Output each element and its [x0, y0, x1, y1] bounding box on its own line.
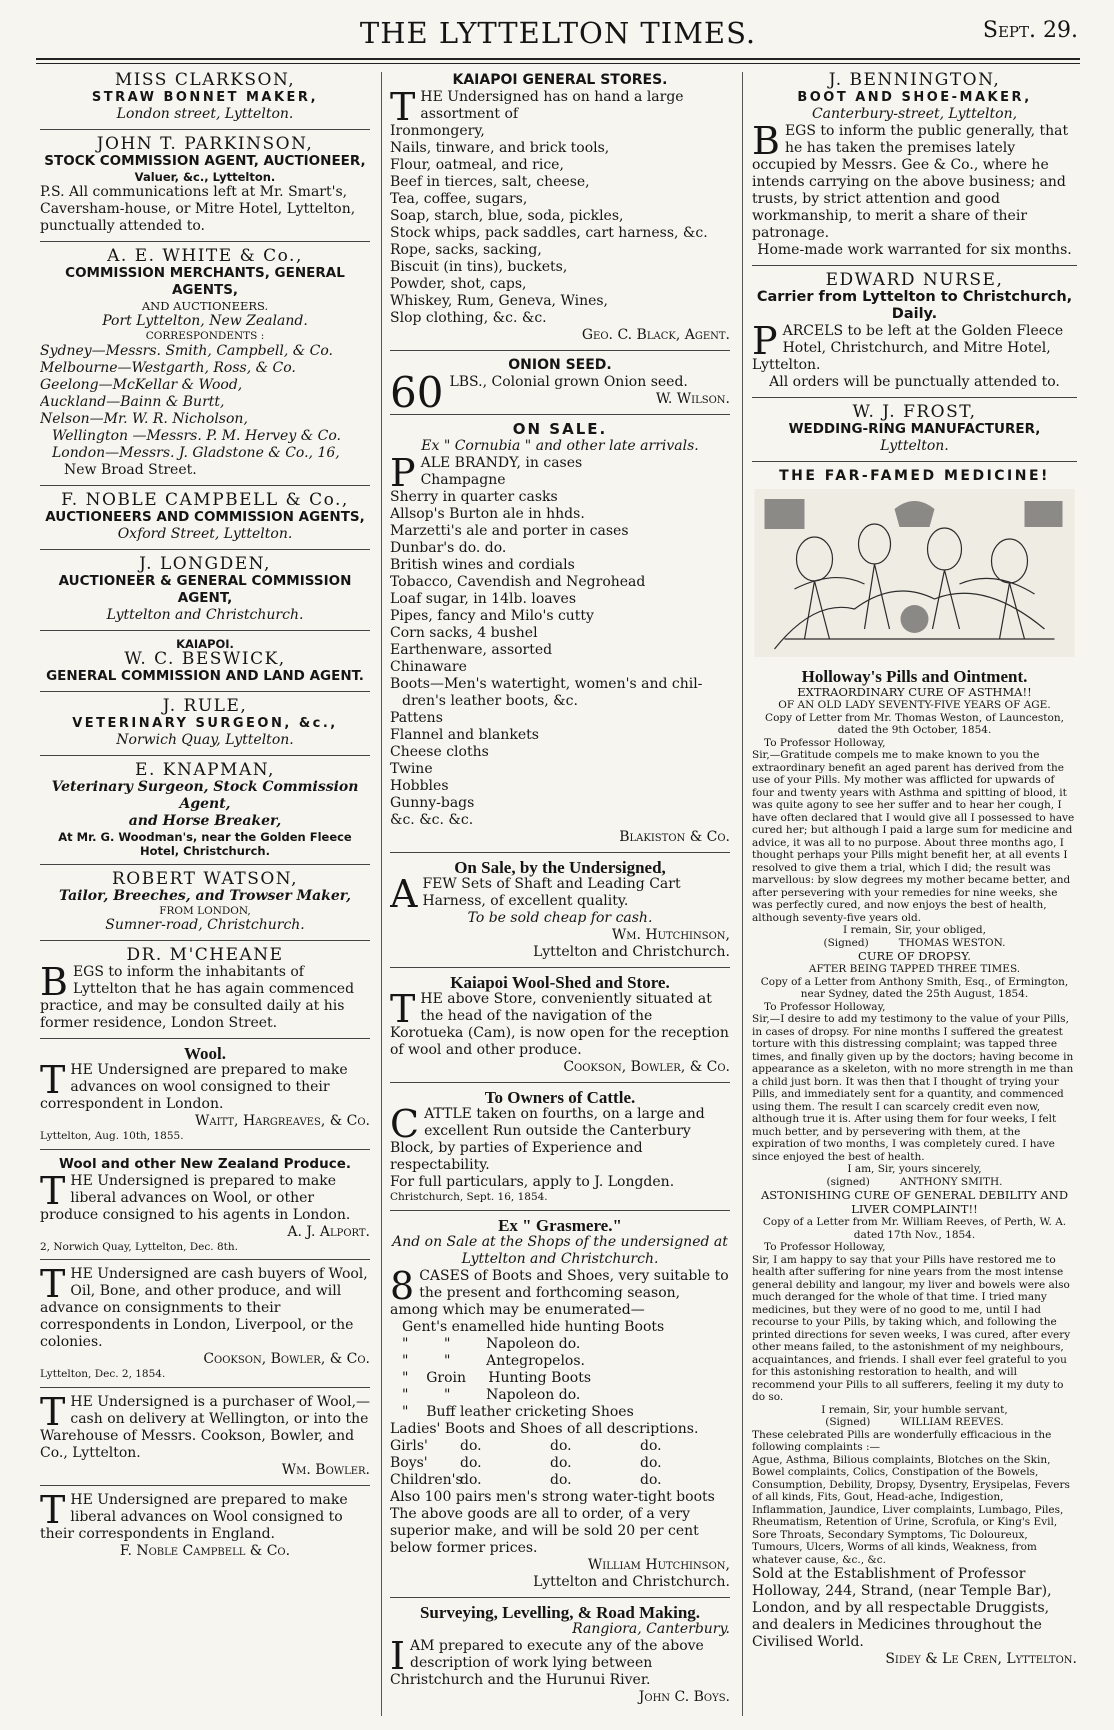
column-right [752, 72, 1077, 1716]
ad-wool: Wool. THE Undersigned are prepared to make advances on wool consigned to their correspondent in London. Waitt, Hargreaves, & Co. Lyttelton, Aug. 10th, 1855. [40, 1038, 370, 1143]
ad-wool-nz: Wool and other New Zealand Produce. THE Undersigned is prepared to make liberal advances on Wool, or other produce consigned to his agents in London. A. J. Alport. 2, Norwich Quay, Lyttelton, Dec. 8th. [40, 1149, 370, 1254]
table-row: Children's do. do. do. [390, 1471, 662, 1488]
ad-clarkson: MISS CLARKSON, STRAW BONNET MAKER, London street, Lyttelton. [91, 72, 319, 122]
engraving-illustration [752, 489, 1077, 657]
newspaper-title: THE LYTTELTON TIMES. [359, 16, 757, 50]
ad-grasmere: Ex " Grasmere." And on Sale at the Shops of the undersigned at Lyttelton and Christchurch. 8 CASES of Boots and Shoes, very suitable to the present and forthcoming season, among which may be enumerated— Gent's enamelled hide hunting Boots " " Napoleon do. " " Antegropelos. " Groin Hunting Boots " " Napoleon do. " Buff leather cricketing Shoes Ladies' Boots and Shoes of all descriptions. Girls' do. do. do. Boys' do. do. do. Children's do. do. do. Also 100 pairs men's strong water-tight boots The above goods are all to order, of a very superior make, and will be sold 20 per cent below former prices. William Hutchinson, Lyttelton and Christchurch. [390, 1210, 730, 1591]
ad-prepared: THE Undersigned are prepared to make liberal advances on Wool consigned to their correspondents in England. F. Noble Campbell & Co. [40, 1485, 370, 1560]
ad-on-sale: ON SALE. Ex " Cornubia " and other late arrivals. PALE BRANDY, in cases Champagne Sherry in quarter casks Allsop's Burton ale in hhds. Marzetti's ale and porter in cases Dunbar's do. do. British wines and cordials Tobacco, Cavendish and Negrohead Loaf sugar, in 14lb. loaves Pipes, fancy and Milo's cutty Corn sacks, 4 bushel Earthenware, assorted Chinaware Boots—Men's watertight, women's and chil- dren's leather boots, &c. Pattens Flannel and blankets Cheese cloths Twine Hobbles Gunny-bags &c. &c. &c. Blakiston & Co. [390, 414, 730, 846]
column-left [40, 72, 370, 1716]
masthead [36, 14, 1080, 54]
ad-knapman: E. KNAPMAN, Veterinary Surgeon, Stock Commission Agent, and Horse Breaker, At Mr. G. Woodman's, near the Golden Fleece Hotel, Christchurch. [40, 755, 370, 858]
ad-cattle: To Owners of Cattle. CATTLE taken on fourths, on a large and excellent Run outside the Canterbury Block, by parties of Experience and respectability. For full particulars, apply to J. Longden. Christchurch, Sept. 16, 1854. [390, 1082, 730, 1204]
header-rule [36, 58, 1080, 60]
column-middle [390, 72, 730, 1716]
ad-campbell: F. NOBLE CAMPBELL & Co., AUCTIONEERS AND COMMISSION AGENTS, Oxford Street, Lyttelton. [40, 485, 370, 543]
ad-rule: J. RULE, VETERINARY SURGEON, &c., Norwich Quay, Lyttelton. [40, 691, 370, 749]
ad-surveying: Surveying, Levelling, & Road Making. Rangiora, Canterbury. IAM prepared to execute any of the above description of work lying between Christchurch and the Hurunui River. John C. Boys. [390, 1597, 730, 1706]
ad-cash-buyers: THE Undersigned are cash buyers of Wool, Oil, Bone, and other produce, and will advance on consignments to their correspondents in London, Liverpool, or the colonies. Cookson, Bowler, & Co. Lyttelton, Dec. 2, 1854. [40, 1259, 370, 1381]
ad-bennington: J. BENNINGTON, BOOT AND SHOE-MAKER, Canterbury-street, Lyttelton, BEGS to inform the public generally, that he has taken the premises lately occupied by Messrs. Gee & Co., where he intends carrying on the above business; and trusts, by strict attention and good workmanship, to merit a share of their patronage. Home-made work warranted for six months. [752, 72, 1072, 258]
ad-mccheane: DR. M'CHEANE BEGS to inform the inhabitants of Lyttelton that he has again commenced practice, and may be consulted daily at his former residence, London Street. [40, 940, 370, 1032]
ad-beswick: KAIAPOI. W. C. BESWICK, GENERAL COMMISSION AND LAND AGENT. [40, 630, 370, 685]
issue-date: Sept. 29. [982, 18, 1078, 43]
table-row: Boys' do. do. do. [390, 1454, 662, 1471]
header-rule-thin [36, 63, 1080, 64]
ad-harness: On Sale, by the Undersigned, AFEW Sets of Shaft and Leading Cart Harness, of excellent quality. To be sold cheap for cash. Wm. Hutchinson, Lyttelton and Christchurch. [390, 852, 730, 961]
table-row: Girls' do. do. do. [390, 1437, 662, 1454]
ad-wool-shed: Kaiapoi Wool-Shed and Store. THE above Store, conveniently situated at the head of the navigation of the Korotueka (Cam), is now open for the reception of wool and other produce. Cookson, Bowler, & Co. [390, 967, 730, 1076]
ad-holloway: THE FAR-FAMED MEDICINE! Holloway's Pills and Ointment. EXTRAORDINARY CURE OF ASTHMA!! OF AN OLD LADY SEVENTY-FIVE YEARS OF AGE. Copy of Letter from Mr. Thomas Weston, of Launceston, dated the 9th October, 1854. To Professor Holloway, Sir,—Gratitude compels me to make known to you the extraordinary benefit an aged parent has derived from the use of your Pills. My mother was afflicted for upwards of four and twenty years with Asthma and spitting of blood, it was quite agony to see her suffer and to hear her cough, I have often declared that I would give all I possessed to have cured her; but although I paid a large sum for medicine and advice, it was all to no purpose. About three months ago, I thought perhaps your Pills might benefit her, at all events I resolved to give them a trial, which I did; the result was marvellous: by slow degrees my mother became better, and after persevering with your remedies for nine weeks, she was perfectly cured, and now enjoys the best of health, although seventy-five years old. I remain, Sir, your obliged, (Signed) THOMAS WESTON. CURE OF DROPSY. AFTER BEING TAPPED THREE TIMES. Copy of a Letter from Anthony Smith, Esq., of Ermington, near Sydney, dated the 25th August, 1854. To Professor Holloway, Sir,—I desire to add my testimony to the value of your Pills, in cases of dropsy. For nine months I suffered the greatest torture with this distressing complaint; was tapped three times, and finally given up by the doctors; having become in appearance as a skeleton, with no more strength in me than a child just born. It was then that I thought of trying your Pills, and immediately sent for a quantity, and commenced using them. The result I can scarcely credit even now, although true it is. After using them for four weeks, I felt much better, and by persevering with them, at the expiration of two months, I was completely cured. I have since enjoyed the best of health. I am, Sir, yours sincerely, (signed) ANTHONY SMITH. ASTONISHING CURE OF GENERAL DEBILITY AND LIVER COMPLAINT!! Copy of a Letter from Mr. William Reeves, of Perth, W. A. dated 17th Nov., 1854. To Professor Holloway, Sir, I am happy to say that your Pills have restored me to health after suffering for nine years from the most intense general debility and langour, my liver and bowels were also much deranged for the whole of that time. I tried many medicines, but they were of no good to me, until I had recourse to your Pills, by taking which, and following the printed directions for seven weeks, I was cured, after every other means failed, to the astonishment of my neighbours, acquaintances, and friends. I shall ever feel grateful to you for this astonishing restoration to health, and will recommend your Pills to all sufferers, feeling it my duty to do so. I remain, Sir, your humble servant, (Signed) WILLIAM REEVES. These celebrated Pills are wonderfully efficacious in the following complaints :— Ague, Asthma, Bilious complaints, Blotches on the Skin, Bowel complaints, Colics, Constipation of the Bowels, Consumption, Debility, Dropsy, Dysentry, Erysipelas, Fevers of all kinds, Fits, Gout, Head-ache, Indigestion, Inflammation, Jaundice, Liver complaints, Lumbago, Piles, Rheumatism, Retention of Urine, Scrofula, or King's Evil, Sore Throats, Secondary Symptoms, Tic Doloureux, Tumours, Ulcers, Worms of all kinds, Weakness, from whatever cause, &c., &c. Sold at the Establishment of Professor Holloway, 244, Strand, (near Temple Bar), London, and by all respectable Druggists, and dealers in Medicines throughout the Civilised World. Sidey & Le Cren, Lyttelton. [752, 461, 1077, 1668]
ad-kaiapoi-stores: KAIAPOI GENERAL STORES. THE Undersigned has on hand a large assortment of Ironmongery, Nails, tinware, and brick tools, Flour, oatmeal, and rice, Beef in tierces, salt, cheese, Tea, coffee, sugars, Soap, starch, blue, soda, pickles, Stock whips, pack saddles, cart harness, &c. Rope, sacks, sacking, Biscuit (in tins), buckets, Powder, shot, caps, Whiskey, Rum, Geneva, Wines, Slop clothing, &c. &c. Geo. C. Black, Agent. [390, 72, 730, 343]
ad-parkinson: JOHN T. PARKINSON, STOCK COMMISSION AGENT, AUCTIONEER, Valuer, &c., Lyttelton. P.S. All communications left at Mr. Smart's, Caversham-house, or Mitre Hotel, Lyttelton, punctually attended to. [40, 129, 370, 235]
column-rule [381, 72, 382, 1716]
ad-white: A. E. WHITE & Co., COMMISSION MERCHANTS, GENERAL AGENTS, AND AUCTIONEERS. Port Lyttelton, New Zealand. CORRESPONDENTS : Sydney—Messrs. Smith, Campbell, & Co. Melbourne—Westgarth, Ross, & Co. Geelong—McKellar & Wood, Auckland—Bainn & Burtt, Nelson—Mr. W. R. Nicholson, Wellington —Messrs. P. M. Hervey & Co. London—Messrs. J. Gladstone & Co., 16, New Broad Street. [40, 241, 370, 479]
column-rule [742, 72, 743, 1716]
ad-frost: W. J. FROST, WEDDING-RING MANUFACTURER, Lyttelton. [752, 397, 1077, 455]
ad-longden: J. LONGDEN, AUCTIONEER & GENERAL COMMISSION AGENT, Lyttelton and Christchurch. [40, 549, 370, 624]
ad-watson: ROBERT WATSON, Tailor, Breeches, and Trowser Maker, FROM LONDON, Sumner-road, Christchurch. [40, 864, 370, 935]
ad-purchaser: THE Undersigned is a purchaser of Wool,—cash on delivery at Wellington, or into the Warehouse of Messrs. Cookson, Bowler, and Co., Lyttelton. Wm. Bowler. [40, 1387, 370, 1479]
ad-nurse: EDWARD NURSE, Carrier from Lyttelton to Christchurch, Daily. PARCELS to be left at the Golden Fleece Hotel, Christchurch, and Mitre Hotel, Lyttelton. All orders will be punctually attended to. [752, 265, 1077, 391]
ad-onion-seed: ONION SEED. 60 LBS., Colonial grown Onion seed. W. Wilson. [390, 350, 730, 408]
